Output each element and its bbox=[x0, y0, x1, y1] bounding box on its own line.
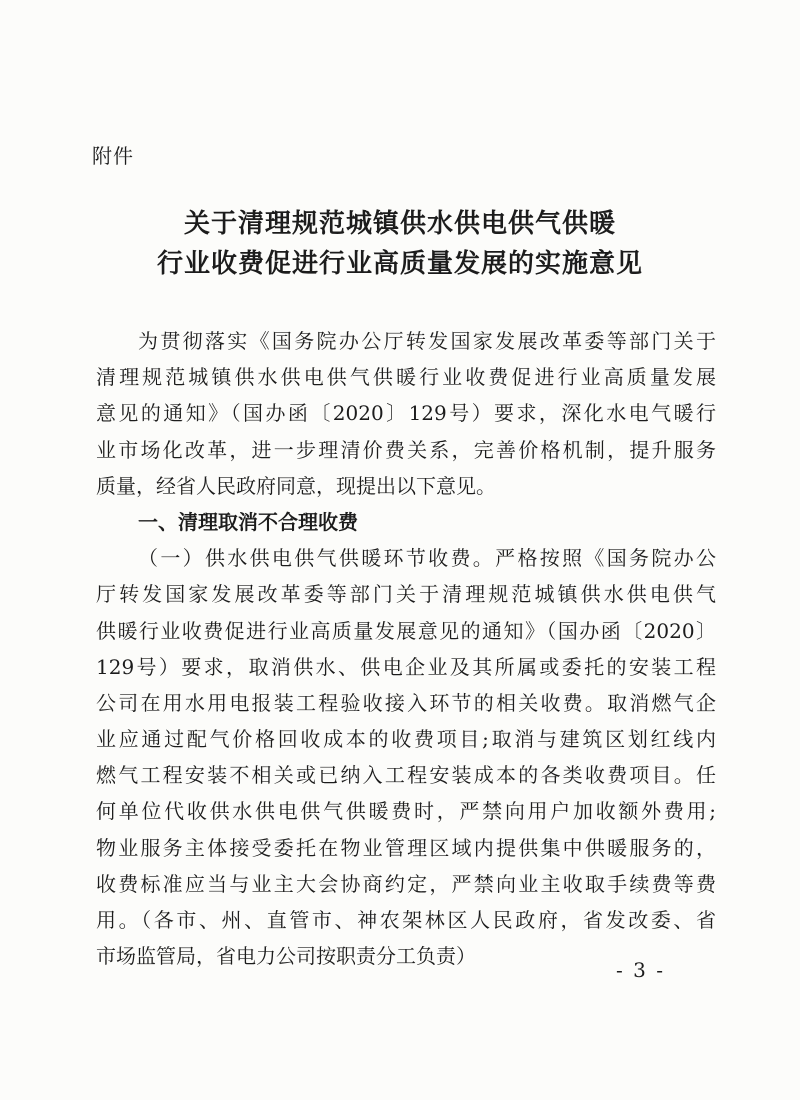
body-line: 厅转发国家发展改革委等部门关于清理规范城镇供水供电供气 bbox=[96, 582, 716, 607]
title-line-1: 关于清理规范城镇供水供电供气供暖 bbox=[183, 209, 616, 239]
attachment-label: 附件 bbox=[92, 144, 134, 168]
title-line-2: 行业收费促进行业高质量发展的实施意见 bbox=[156, 249, 643, 279]
body-line: 市场监管局，省电力公司按职责分工负责） bbox=[96, 944, 476, 969]
body-line: 业应通过配气价格回收成本的收费项目;取消与建筑区划红线内 bbox=[96, 727, 716, 752]
body-line: 意见的通知》（国办函〔2020〕129号）要求，深化水电气暖行 bbox=[96, 401, 716, 426]
body-line: 用。（各市、州、直管市、神农架林区人民政府，省发改委、省 bbox=[96, 908, 716, 932]
body-line: 公司在用水用电报装工程验收接入环节的相关收费。取消燃气企 bbox=[96, 690, 716, 715]
body-line: 物业服务主体接受委托在物业管理区域内提供集中供暖服务的， bbox=[96, 835, 716, 860]
body-line: 何单位代收供水供电供气供暖费时，严禁向用户加收额外费用; bbox=[96, 799, 716, 824]
body-line: 业市场化改革，进一步理清价费关系，完善价格机制，提升服务 bbox=[96, 437, 716, 462]
body-line: 供暖行业收费促进行业高质量发展意见的通知》（国办函〔2020〕 bbox=[96, 618, 716, 643]
page-number: - 3 - bbox=[616, 958, 665, 982]
body-line: （一）供水供电供气供暖环节收费。严格按照《国务院办公 bbox=[138, 546, 716, 571]
body-line: 质量，经省人民政府同意，现提出以下意见。 bbox=[96, 473, 496, 498]
section-heading: 一、清理取消不合理收费 bbox=[138, 509, 358, 534]
body-line: 燃气工程安装不相关或已纳入工程安装成本的各类收费项目。任 bbox=[96, 763, 716, 788]
document-body bbox=[96, 323, 716, 974]
body-line: 为贯彻落实《国务院办公厅转发国家发展改革委等部门关于 bbox=[138, 329, 716, 353]
body-line: 清理规范城镇供水供电供气供暖行业收费促进行业高质量发展 bbox=[96, 365, 716, 390]
document-title bbox=[100, 204, 700, 284]
body-line: 129号）要求，取消供水、供电企业及其所属或委托的安装工程 bbox=[96, 654, 716, 679]
body-line: 收费标准应当与业主大会协商约定，严禁向业主收取手续费等费 bbox=[96, 871, 716, 896]
